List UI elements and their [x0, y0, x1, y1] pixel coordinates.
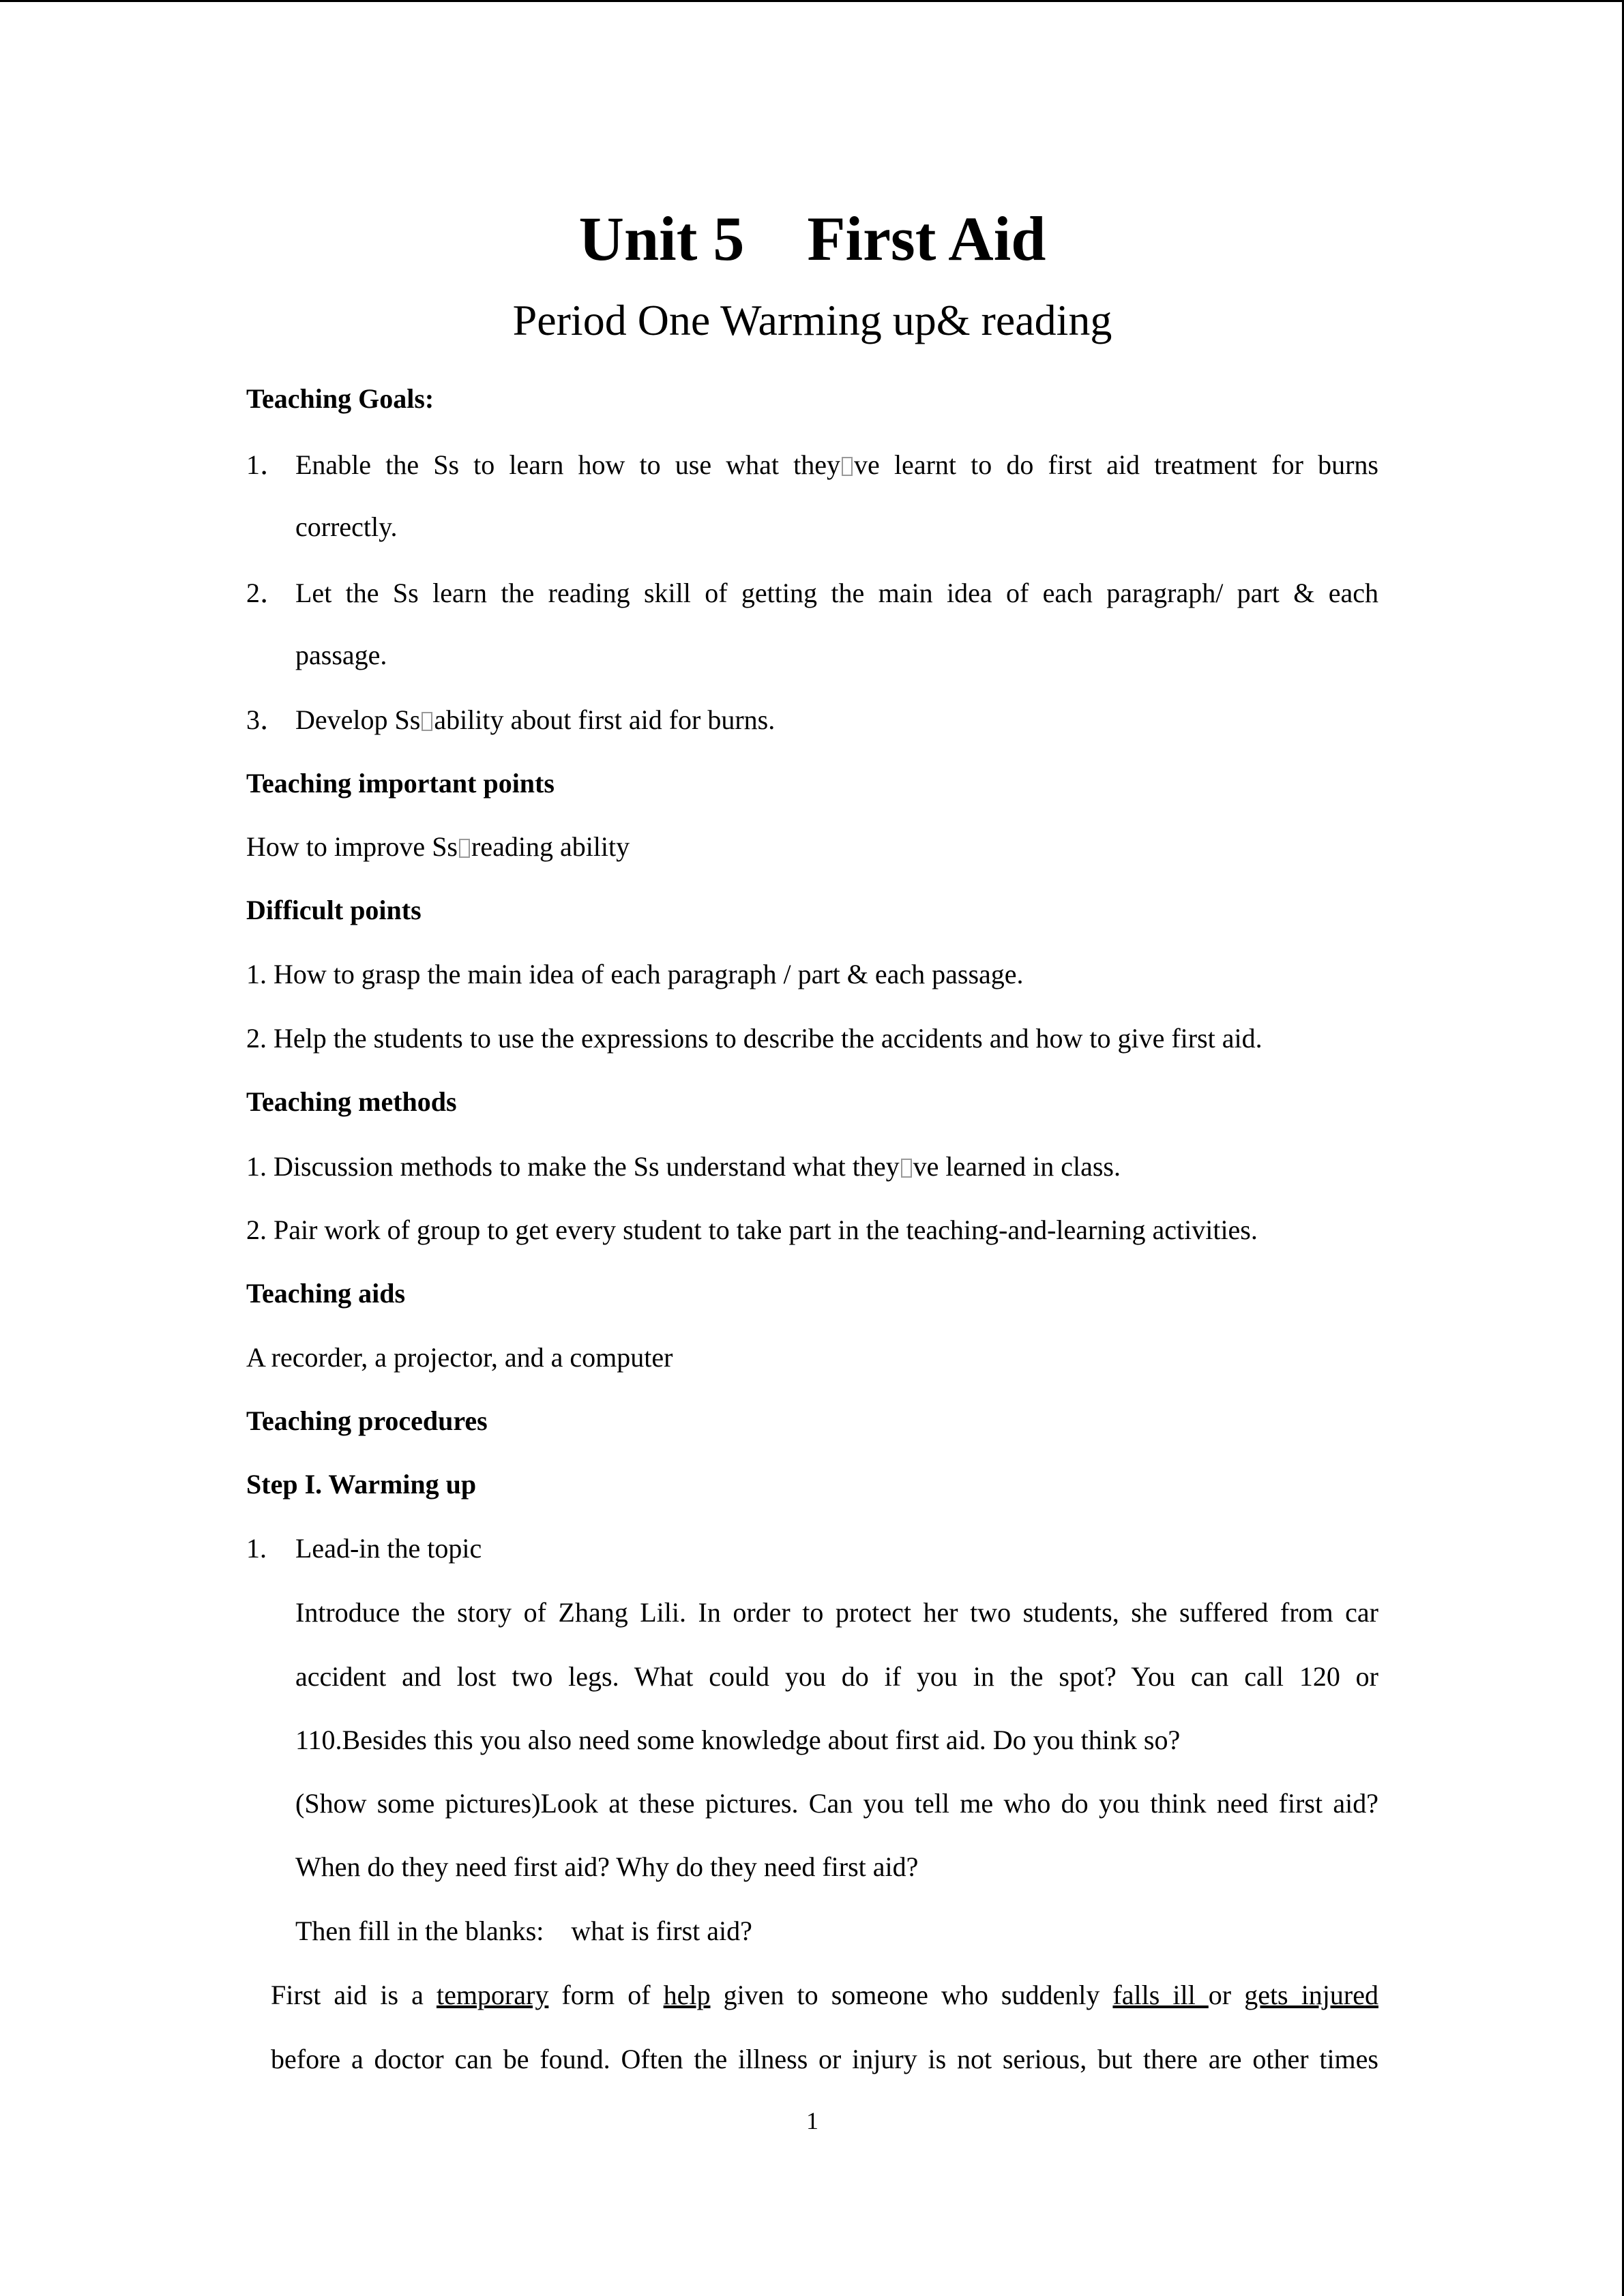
answer-text: First aid is a	[271, 1980, 437, 2010]
difficult-heading: Difficult points	[246, 895, 422, 925]
important-text-b: reading ability	[471, 831, 630, 862]
difficult-item-1: 1. How to grasp the main idea of each paragraph / part & each passage.	[246, 959, 1024, 989]
answer-blank-help: help	[663, 1980, 711, 2010]
missing-glyph-icon	[459, 839, 470, 858]
answer-line-1	[271, 1978, 1378, 2012]
goal-item-1-line2: correctly.	[295, 511, 398, 542]
goal-item-2-line2: passage.	[295, 640, 387, 670]
goal-number: 2．	[246, 578, 287, 608]
goal-text: Develop Ss	[295, 704, 421, 735]
page-subtitle: Period One Warming up& reading	[512, 296, 1112, 344]
difficult-item-2: 2. Help the students to use the expressions to describe the accidents and how to give first aid.	[246, 1023, 1263, 1054]
aids-heading: Teaching aids	[246, 1278, 406, 1309]
missing-glyph-icon	[901, 1159, 912, 1178]
goal-text: ve learnt to do first aid treatment for burns	[854, 449, 1378, 480]
pictures-line-1: (Show some pictures)Look at these pictures. Can you tell me who do you think need first aid?	[295, 1788, 1378, 1819]
methods-text-b: ve learned in class.	[913, 1151, 1121, 1182]
aids-text: A recorder, a projector, and a computer	[246, 1342, 673, 1373]
goal-text: Enable the Ss to learn how to use what they	[295, 449, 841, 480]
important-text-a: How to improve Ss	[246, 831, 458, 862]
methods-text-a: 1. Discussion methods to make the Ss understand what they	[246, 1151, 900, 1182]
answer-blank-falls-ill: falls ill	[1112, 1980, 1209, 2010]
lead-in-number: 1.	[246, 1533, 267, 1564]
goal-item-2-line1: Let the Ss learn the reading skill of getting the main idea of each paragraph/ part & each	[295, 578, 1378, 608]
goal-item-1-line1	[295, 448, 1378, 482]
answer-blank-temporary: temporary	[436, 1980, 549, 2010]
goal-text: ability about first aid for burns.	[434, 704, 776, 735]
answer-line-2: before a doctor can be found. Often the illness or injury is not serious, but there are other times	[271, 2044, 1378, 2074]
lead-in-label: Lead-in the topic	[295, 1533, 482, 1564]
methods-heading: Teaching methods	[246, 1086, 457, 1117]
methods-item-1	[246, 1150, 1378, 1184]
page-title: Unit 5 First Aid	[578, 204, 1046, 273]
answer-blank-gets-injured: gets injured	[1244, 1980, 1378, 2010]
answer-text: given to someone who suddenly	[710, 1980, 1113, 2010]
important-heading: Teaching important points	[246, 768, 555, 799]
page-top-border	[0, 0, 1624, 2]
page-number: 1	[806, 2107, 818, 2134]
answer-text: or	[1208, 1980, 1245, 2010]
fill-blanks-prompt: Then fill in the blanks: what is first aid?	[295, 1915, 752, 1946]
goal-number: 1．	[246, 449, 287, 480]
pictures-line-2: When do they need first aid? Why do they need first aid?	[295, 1851, 919, 1882]
story-line-1: Introduce the story of Zhang Lili. In order to protect her two students, she suffered from car	[295, 1597, 1378, 1628]
methods-item-2: 2. Pair work of group to get every student to take part in the teaching-and-learning activities.	[246, 1214, 1258, 1245]
procedures-heading: Teaching procedures	[246, 1405, 488, 1436]
answer-text: form of	[548, 1980, 664, 2010]
story-line-3: 110.Besides this you also need some knowledge about first aid. Do you think so?	[295, 1725, 1181, 1755]
goals-heading: Teaching Goals:	[246, 383, 434, 414]
missing-glyph-icon	[422, 712, 432, 731]
important-text	[246, 830, 1378, 864]
missing-glyph-icon	[842, 457, 853, 476]
goal-number: 3．	[246, 704, 287, 735]
step-1-heading: Step I. Warming up	[246, 1469, 477, 1500]
story-line-2: accident and lost two legs. What could you do if you in the spot? You can call 120 or	[295, 1661, 1378, 1692]
goal-item-3-line1	[295, 703, 1378, 737]
